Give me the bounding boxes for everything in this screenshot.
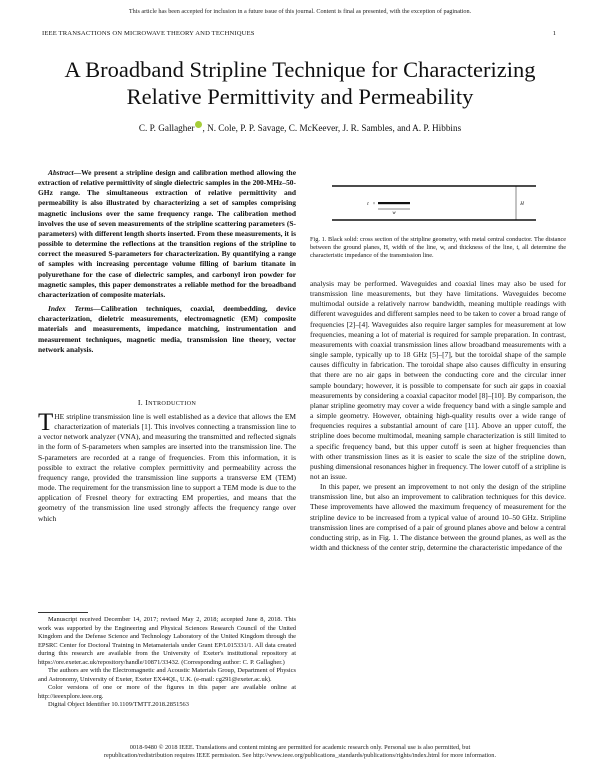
index-terms-label: Index Terms	[48, 304, 94, 314]
width-label: w	[392, 211, 396, 216]
height-label: H	[520, 202, 524, 207]
first-author: C. P. Gallagher	[138, 123, 195, 133]
abstract-label: Abstract	[48, 168, 74, 177]
section-heading-prefix: I. I	[137, 398, 149, 407]
right-paragraph-2: In this paper, we present an improvement to not only the design of the stripline transmission line, but also an improvement to calibration techniques for this device. These improvements have allowed the maximum frequency of measurement for the stripline device to be increased from a typical value of around 10–50 GHz. Stripline transmission lines are comprised of a pair of ground planes above and below a central conducting strip, as in Fig. 1. The distance between the ground planes, as well as the width and thickness of the center strip, determine the characteristic impedance of the	[310, 482, 566, 553]
center-conductor	[378, 202, 410, 204]
footer-line-1: 0018-9480 © 2018 IEEE. Translations and content mining are permitted for academic research only. Personal use is also permitted, but	[129, 744, 471, 751]
abstract-block	[38, 168, 296, 355]
footnote-manuscript: Manuscript received December 14, 2017; revised May 2, 2018; accepted June 8, 2018. This work was supported by the Engineering and Physical Sciences Research Council of the United Kingdom and the Defense Science and Technology Laboratory of the United Kingdom through the EPSRC Center for Doctoral Training in Metamaterials under Grant EP/L015331/1. All data created during this research are available from the University of Exeter's institutional repository at https://ore.exeter.ac.uk/repository/handle/10871/33432. (Corresponding author: C. P. Gallagher.)	[38, 616, 296, 666]
dropcap: T	[38, 409, 54, 436]
title-line-1: A Broadband Stripline Technique for Characterizing	[64, 57, 536, 82]
index-terms-text: —Calibration techniques, coaxial, deembedding, device characterization, dieletric measurements, electromagnetic (EM) composite materials and measurements, impedance matching, instrumentation and measurement techniques, magnetic media, transmission line theory, vector network analysis.	[38, 304, 296, 354]
section-heading	[38, 398, 296, 407]
section-heading-rest: NTRODUCTION	[148, 400, 197, 407]
footnotes	[38, 612, 296, 710]
intro-paragraph	[38, 409, 296, 524]
intro-text: stripline transmission line is well established as a device that allows the EM characterization of materials [1]. This involves connecting a transmission line to a vector network analyzer (VNA), and measuring the transmitted and reflected signals in the form of S-parameters when samples are inserted into the transmission line. The S-parameters are recorded at a range of frequencies. From this information, it is possible to extract the relative complex permittivity and permeability across the frequency range, provided the transmission line supports a transverse EM (TEM) mode. The requirement for the transmission line to support a TEM mode is due to the application of Fresnel theory for extracting EM properties, and means that the geometry of the transmission line used strongly affects the frequency range over which	[38, 412, 296, 523]
footnote-divider	[38, 612, 88, 613]
footnote-color: Color versions of one or more of the figures in this paper are available online at http://ieeexplore.ieee.org.	[38, 684, 296, 700]
title-line-2: Relative Permittivity and Permeability	[126, 84, 474, 109]
thickness-label: t	[367, 202, 369, 207]
right-column-body	[310, 279, 566, 553]
footer-line-2: republication/redistribution requires IEEE permission. See http://www.ieee.org/publications_standards/publications/rights/index.html for more information.	[103, 752, 497, 760]
other-authors: , N. Cole, P. P. Savage, C. McKeever, J. R. Sambles, and A. P. Hibbins	[202, 123, 462, 133]
abstract	[38, 168, 296, 300]
stripline-cross-section	[310, 178, 566, 228]
footnote-doi: Digital Object Identifier 10.1109/TMTT.2018.2851563	[48, 701, 189, 708]
abstract-text: —We present a stripline design and calibration method allowing the extraction of relative permittivity of single dielectric samples in the 200-MHz–50-GHz range. The simultaneous extraction of relative permittivity and permeability is also illustrated by characterizing a set of samples comprising magnetic inclusions over the same frequency range. The calibration method involves the use of seven measurements of the stripline scattering parameters (S-parameters) with different length shorts inserted. From these measurements, it is possible to determine the reflections at the transition regions of the stripline to correct the measured S-parameters for characterization. By quantifying a range of samples with increasing percentage volume filling of barium titanate in polyurethane for the case of dielectric samples, and carbonyl iron powder for magnetic samples, this paper demonstrates a reliable method for the broadband characterization of composite materials.	[38, 168, 296, 299]
acceptance-banner: This article has been accepted for inclusion in a future issue of this journal. Content is final as presented, with the exception of pagination.	[128, 8, 472, 15]
page-number: 1	[552, 30, 556, 37]
right-paragraph-1: analysis may be performed. Waveguides and coaxial lines may also be used for transmission line measurements, but they have limitations. Waveguides become multimodal outside a relatively narrow bandwidth, meaning multiple readings with different waveguides and different samples need to be taken to cover a broad range of frequencies [2]–[4]. Waveguides also require larger samples for measurement at low frequencies, meaning a lot of material is required for sample preparation. In contrast, measurements with coaxial transmission lines allow broadband measurements with a single sample, typically up to 18 GHz [5]–[7], but the toroidal shape of the sample causes difficulty in fabrication. The toroidal shape also causes difficulty in ensuring that there are no air gaps in between the conducting core and the circular inner sample boundary; however, it is possible to compensate for such air gaps in coaxial measurements by considering a coaxial capacitor model [8]–[10]. By comparison, the planar stripline geometry may cover a wide frequency band with a single sample and a simple geometry. However, obtaining high-quality results over a wide range of frequencies requires a substantial amount of care [11]. Above an upper cutoff, the stripline does become multimodal, meaning sample characterization is still limited to a specific frequency band, but this upper cutoff is seen at higher frequencies than with other transmission lines as it is easier to scale the size of the stripline down, pushing dimensional resonances higher in frequency. The lower cutoff of a stripline is not an issue.	[310, 279, 566, 481]
introduction-body	[38, 409, 296, 524]
running-head: IEEE TRANSACTIONS ON MICROWAVE THEORY AND TECHNIQUES	[42, 30, 255, 37]
stripline-figure	[310, 178, 566, 228]
paper-title	[30, 56, 570, 110]
index-terms	[38, 304, 296, 355]
intro-first-word: HE	[54, 412, 65, 421]
copyright-footer	[30, 744, 570, 760]
footnote-affiliation: The authors are with the Electromagnetic and Acoustic Materials Group, Department of Physics and Astronomy, University of Exeter, Exeter EX44QL, U.K. (e-mail: cg291@exeter.ac.uk).	[38, 667, 296, 683]
figure-caption: Fig. 1. Black solid: cross section of the stripline geometry, with metal central conductor. The distance between the ground planes, H, width of the line, w, and thickness of the line, t, all determine the characteristic impedance of the transmission line.	[310, 236, 566, 260]
author-list	[30, 121, 570, 133]
